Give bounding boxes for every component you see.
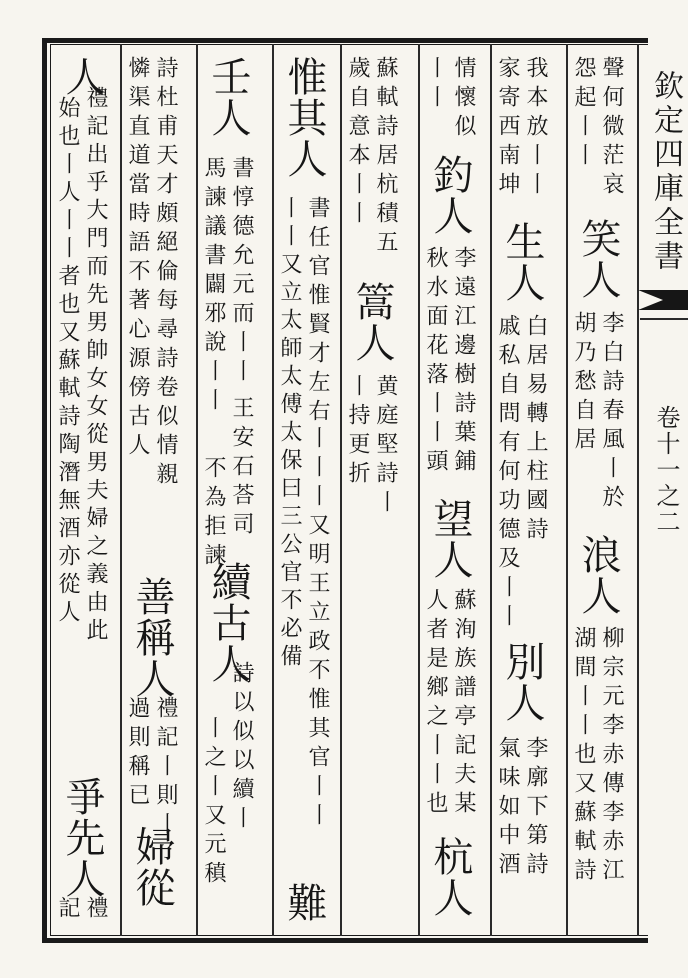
commentary: 情懷似	[451, 56, 476, 143]
headword: 難	[281, 882, 327, 923]
text-column	[570, 56, 628, 928]
headword: 篙人	[349, 281, 395, 363]
volume-number: 卷十一之二	[652, 405, 680, 535]
commentary: 黄庭堅詩丨	[373, 374, 398, 519]
column-rule	[566, 44, 568, 936]
headword: 壬人	[205, 56, 251, 138]
text-column	[200, 56, 258, 928]
column-rule	[272, 44, 274, 936]
headword: 笑人	[575, 218, 621, 300]
commentary: 胡乃愁自居	[571, 311, 596, 456]
text-column	[344, 56, 402, 928]
text-column	[276, 56, 334, 928]
commentary: 馬諫議書闢邪說丨丨	[201, 156, 226, 417]
text-column	[494, 56, 552, 928]
commentary: 李白詩春風丨於	[599, 311, 624, 514]
commentary: 蘇軾詩居杭積五	[373, 56, 398, 259]
book-title: 欽定四庫全書	[648, 70, 683, 274]
column-rule	[490, 44, 492, 936]
commentary: 記	[55, 896, 80, 925]
commentary: 詩以似以續丨	[229, 661, 254, 835]
commentary: 丨持更折	[345, 374, 370, 490]
column-rule	[418, 44, 420, 936]
commentary: 李廓下第詩	[523, 736, 548, 881]
commentary: 家寄西南坤	[495, 56, 520, 201]
commentary: 過則稱已	[125, 696, 150, 812]
text-column	[124, 56, 182, 928]
commentary: 丨丨又立太師太傅太保曰三公官不必備	[277, 196, 302, 672]
headword: 望人	[427, 498, 473, 580]
headword: 續古人	[205, 561, 251, 684]
commentary: 丨丨丨又明王立政不惟其官丨丨	[305, 426, 330, 832]
commentary: 聲何微茫哀	[599, 56, 624, 201]
commentary: 怨起丨丨	[571, 56, 596, 172]
commentary: 李遠江邊樹詩葉鋪	[451, 246, 476, 478]
commentary: 人者是鄉之丨丨也	[423, 588, 448, 820]
column-rule	[196, 44, 198, 936]
commentary: 柳宗元李赤傳李赤江	[599, 626, 624, 887]
headword: 別人	[499, 641, 545, 723]
commentary: 始也丨人丨丨者也又蘇軾詩陶潛無酒亦從人	[55, 96, 80, 628]
commentary: 禮記出乎大門而先男帥女女從男夫婦之義由此	[83, 86, 108, 646]
commentary: 書任官惟賢才左右	[305, 196, 330, 428]
headword: 善稱人	[129, 576, 175, 699]
text-column	[422, 56, 480, 928]
column-rule	[340, 44, 342, 936]
headword: 爭先人	[59, 776, 105, 899]
commentary: 戚私自問有何功德及丨丨	[495, 314, 520, 633]
commentary: 歲自意本丨丨	[345, 56, 370, 230]
commentary: 秋水面花落丨丨頭	[423, 246, 448, 478]
headword: 釣人	[427, 154, 473, 236]
margin-rule	[637, 44, 639, 936]
commentary: 湖間丨丨也又蘇軾詩	[571, 626, 596, 887]
headword: 婦從	[129, 826, 175, 908]
commentary: 我本放丨丨	[523, 56, 548, 201]
commentary: 丨丨	[423, 56, 448, 114]
commentary: 憐渠直道當時語不著心源傍古人	[125, 56, 150, 462]
fold-rule	[640, 318, 688, 320]
headword: 浪人	[575, 534, 621, 616]
headword: 人	[59, 56, 105, 97]
headword: 生人	[499, 221, 545, 303]
commentary: 蘇洵族譜亭記夫某	[451, 588, 476, 820]
commentary: 禮記丨則丨	[153, 696, 178, 841]
commentary: 書惇德允元而丨丨	[229, 156, 254, 388]
column-rule	[120, 44, 122, 936]
commentary: 王安石荅司	[229, 396, 254, 541]
commentary: 不為拒諫	[201, 456, 226, 572]
commentary: 白居易轉上柱國詩	[523, 314, 548, 546]
commentary: 氣味如中酒	[495, 736, 520, 881]
headword: 杭人	[427, 836, 473, 918]
text-column	[54, 56, 112, 928]
commentary: 丨之丨又元稹	[201, 716, 226, 890]
headword: 惟其人	[281, 56, 327, 179]
commentary: 詩杜甫天才頗絕倫每尋詩卷似情親	[153, 56, 178, 491]
commentary: 禮	[83, 896, 108, 925]
